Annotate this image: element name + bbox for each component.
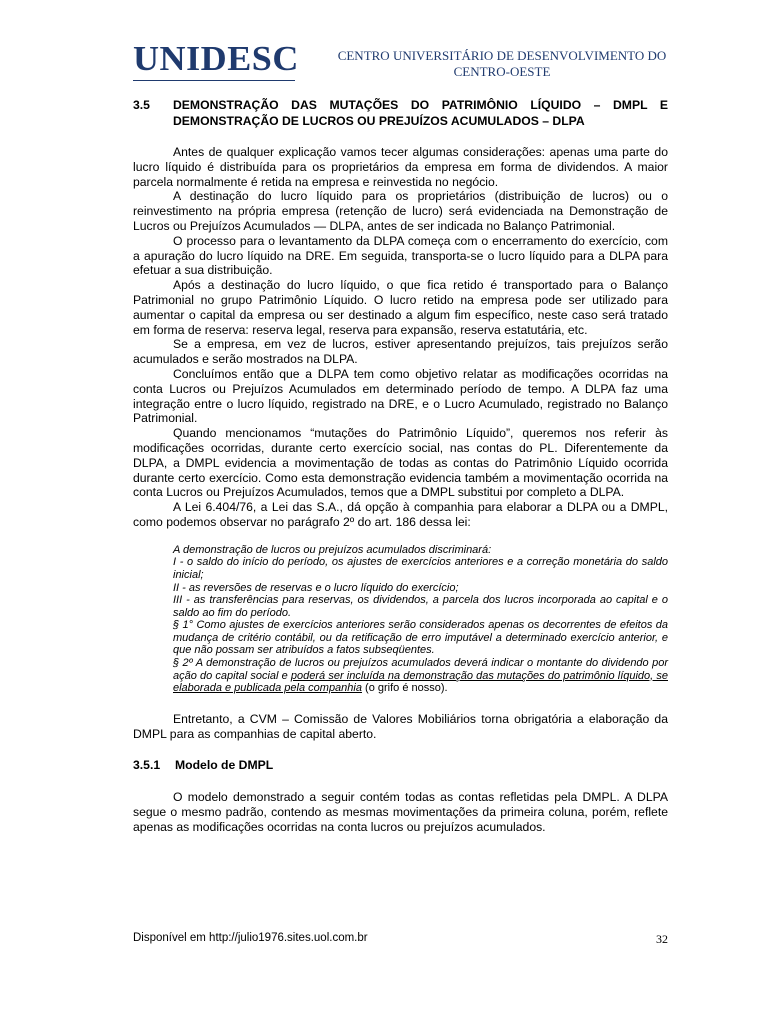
quote-par2-start: § 2º A demonstração de lucros ou prejuízos acumulados deverá indicar o montante do dividendo por ação do capital social e: [173, 657, 668, 682]
paragraph-5: Se a empresa, em vez de lucros, estiver apresentando prejuízos, tais prejuízos serão acumulados e serão mostrados na DLPA.: [133, 337, 668, 367]
quote-item-i: I - o saldo do início do período, os ajustes de exercícios anteriores e a correção monetária do saldo inicial;: [173, 556, 668, 581]
paragraph-3: O processo para o levantamento da DLPA começa com o encerramento do exercício, com a apuração do lucro líquido na DRE. Em seguida, transporta-se o lucro líquido para a DLPA para efetuar a sua distribuição.: [133, 233, 668, 278]
quote-par2-underlined: poderá ser incluída na demonstração das mutações do patrimônio líquido, se elaborada e publicada pela companhia: [173, 669, 668, 695]
quote-item-ii: II - as reversões de reservas e o lucro líquido do exercício;: [173, 581, 459, 594]
institution-line-2: CENTRO-OESTE: [453, 64, 551, 79]
paragraph-6: Concluímos então que a DLPA tem como objetivo relatar as modificações ocorridas na conta Lucros ou Prejuízos Acumulados em determinado período de tempo. A DLPA faz uma integração entre o lucro líquido, registrado na DRE, e o Lucro Acumulado, registrado no Balanço Patrimonial.: [133, 366, 668, 426]
paragraph-dmpl-model: O modelo demonstrado a seguir contém todas as contas refletidas pela DMPL. A DLPA segue o mesmo padrão, contendo as mesmas movimentações da primeira coluna, porém, reflete apenas as modificações ocorridas na conta lucros ou prejuízos acumulados.: [133, 790, 668, 835]
quote-intro: A demonstração de lucros ou prejuízos acumulados discriminará:: [173, 543, 492, 556]
subsection-heading: [133, 758, 668, 773]
section-title: DEMONSTRAÇÃO DAS MUTAÇÕES DO PATRIMÔNIO LÍQUIDO – DMPL E DEMONSTRAÇÃO DE LUCROS OU PREJUÍZOS ACUMULADOS – DLPA: [173, 98, 668, 128]
institution-line-1: CENTRO UNIVERSITÁRIO DE DESENVOLVIMENTO DO: [337, 48, 667, 63]
page-header: [133, 40, 700, 85]
quote-paragraph-1: § 1° Como ajustes de exercícios anteriores serão considerados apenas os decorrentes de efeitos da mudança de critério contábil, ou da retificação de erro imputável a determinado exercício anterior, e que não possam ser atribuídos a fatos subseqüentes.: [173, 619, 668, 657]
subsection-number: 3.5.1: [133, 758, 161, 773]
subsection-title: Modelo de DMPL: [175, 758, 274, 773]
quote-item-iii: III - as transferências para reservas, os dividendos, a parcela dos lucros incorporada ao capital e o saldo ao fim do período.: [173, 594, 668, 619]
logo-underline: [133, 80, 295, 81]
section-number: 3.5: [133, 98, 150, 112]
institution-name: [303, 48, 701, 80]
page-content: [133, 97, 668, 835]
paragraph-8: A Lei 6.404/76, a Lei das S.A., dá opção à companhia para elaborar a DLPA ou a DMPL, como podemos observar no parágrafo 2º do art. 186 dessa lei:: [133, 500, 668, 529]
footer-source: Disponível em http://julio1976.sites.uol.com.br: [133, 932, 368, 944]
paragraph-1: Antes de qualquer explicação vamos tecer algumas considerações: apenas uma parte do lucro líquido é distribuída para os proprietários da empresa em forma de dividendos. A maior parcela normalmente é retida na empresa e reinvestida no negócio.: [133, 145, 668, 189]
section-heading: [133, 97, 668, 129]
paragraph-4: Após a destinação do lucro líquido, o que fica retido é transportado para o Balanço Patrimonial no grupo Patrimônio Líquido. O lucro retido na empresa pode ser utilizado para aumentar o capital da empresa ou ser destinado a algum fim específico, neste caso será tratado em forma de reserva: reserva legal, reserva para expansão, reserva estatutária, etc.: [133, 278, 668, 337]
law-quote: [173, 544, 668, 695]
logo-text: UNIDESC: [133, 39, 299, 78]
paragraph-2: A destinação do lucro líquido para os proprietários (distribuição de lucros) ou o reinvestimento na própria empresa (retenção de lucro) será evidenciada na Demonstração de Lucros ou Prejuízos Acumulados — DLPA, antes de ser indicada no Balanço Patrimonial.: [133, 189, 668, 233]
paragraph-7: Quando mencionamos “mutações do Patrimônio Líquido”, queremos nos referir às modificações ocorridas, durante certo exercício social, nas contas do PL. Diferentemente da DLPA, a DMPL evidencia a movimentação de todas as contas do Patrimônio Líquido ocorrida durante certo exercício. Como esta demonstração evidencia também a movimentação ocorrida na conta Lucros ou Prejuízos Acumulados, temos que a DMPL substitui por completo a DLPA.: [133, 426, 668, 500]
page-number: 32: [656, 932, 668, 946]
unidesc-logo: [133, 39, 299, 82]
quote-paragraph-2: [173, 657, 668, 695]
paragraph-cvm: Entretanto, a CVM – Comissão de Valores Mobiliários torna obrigatória a elaboração da DMPL para as companhias de capital aberto.: [133, 711, 668, 741]
quote-par2-end: (o grifo é nosso).: [361, 682, 448, 695]
